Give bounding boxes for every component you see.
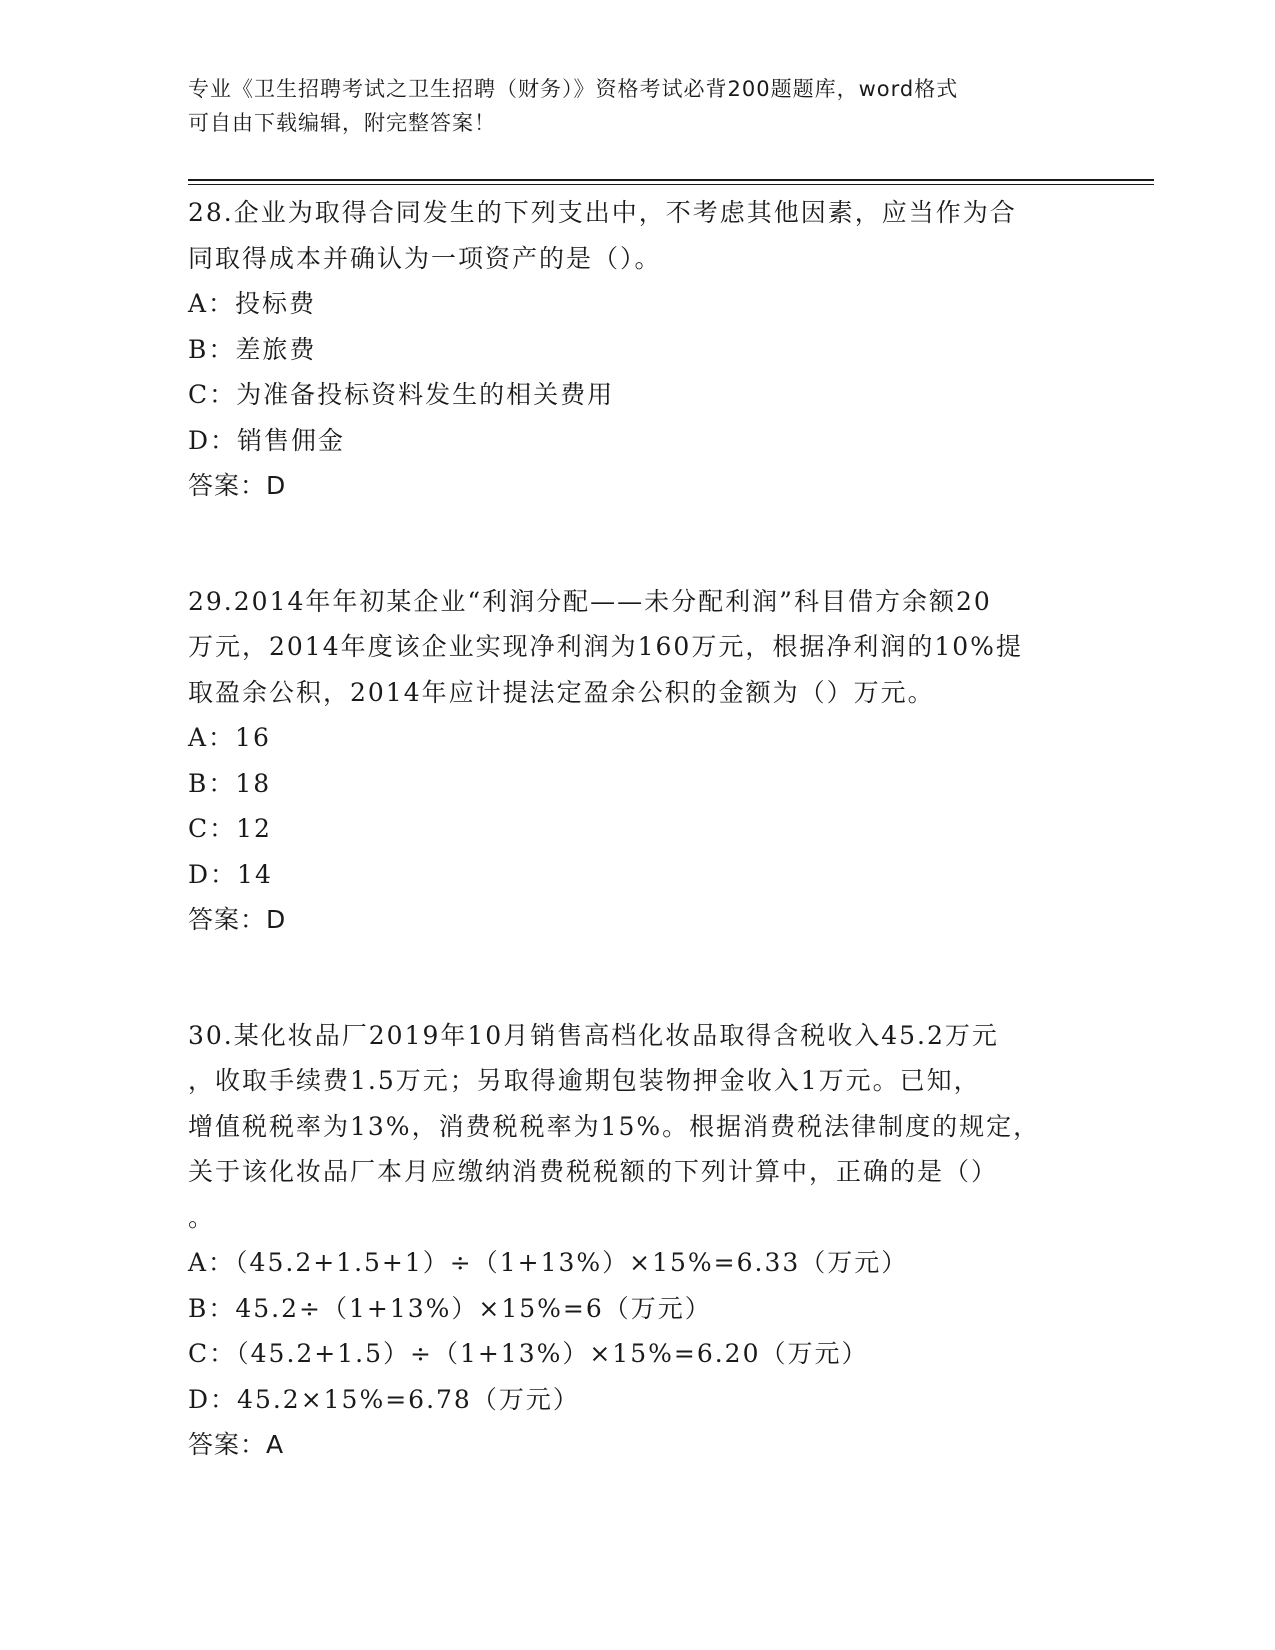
question-text-line: 取盈余公积，2014年应计提法定盈余公积的金额为（）万元。 [188, 677, 935, 707]
header-divider-thin [188, 184, 1154, 185]
option-a: A：（45.2+1.5+1）÷（1+13%）×15%=6.33（万元） [188, 1248, 909, 1277]
option-d: D：14 [188, 859, 273, 889]
document-header [188, 72, 1068, 140]
question-text-line: 。 [188, 1202, 216, 1232]
question-text-line: 关于该化妆品厂本月应缴纳消费税税额的下列计算中，正确的是（） [188, 1157, 999, 1186]
question-text-line: 增值税税率为13%，消费税税率为15%。根据消费税法律制度的规定， [188, 1111, 1041, 1141]
question-28 [188, 190, 1088, 509]
question-29 [188, 579, 1088, 943]
answer-label: 答案：A [188, 1430, 285, 1459]
question-text-line: 万元，2014年度该企业实现净利润为160万元，根据净利润的10%提 [188, 632, 1023, 661]
question-text-line: 同取得成本并确认为一项资产的是（）。 [188, 243, 662, 273]
option-c: C：12 [188, 814, 272, 843]
option-b: B：差旅费 [188, 334, 317, 364]
question-text-line: 29.2014年年初某企业“利润分配——未分配利润”科目借方余额20 [188, 586, 992, 616]
option-c: C：（45.2+1.5）÷（1+13%）×15%=6.20（万元） [188, 1339, 869, 1368]
header-line: 专业《卫生招聘考试之卫生招聘（财务）》资格考试必背200题题库，word格式 [188, 77, 959, 101]
answer-label: 答案：D [188, 471, 287, 500]
option-d: D：销售佣金 [188, 425, 346, 455]
option-c: C：为准备投标资料发生的相关费用 [188, 380, 615, 409]
question-text-line: 30.某化妆品厂2019年10月销售高档化妆品取得含税收入45.2万元 [188, 1020, 999, 1050]
option-a: A：投标费 [188, 289, 317, 318]
question-30 [188, 1013, 1088, 1468]
option-a: A：16 [188, 723, 271, 752]
option-b: B：45.2÷（1+13%）×15%=6（万元） [188, 1293, 712, 1323]
answer-label: 答案：D [188, 905, 287, 934]
header-line: 可自由下载编辑，附完整答案！ [188, 111, 496, 135]
option-b: B：18 [188, 768, 272, 798]
question-text-line: 28.企业为取得合同发生的下列支出中，不考虑其他因素，应当作为合 [188, 198, 1017, 227]
header-divider-thick [188, 179, 1154, 181]
question-text-line: ，收取手续费1.5万元；另取得逾期包装物押金收入1万元。已知， [188, 1066, 981, 1095]
option-d: D：45.2×15%=6.78（万元） [188, 1384, 580, 1414]
question-list [188, 190, 1088, 1538]
